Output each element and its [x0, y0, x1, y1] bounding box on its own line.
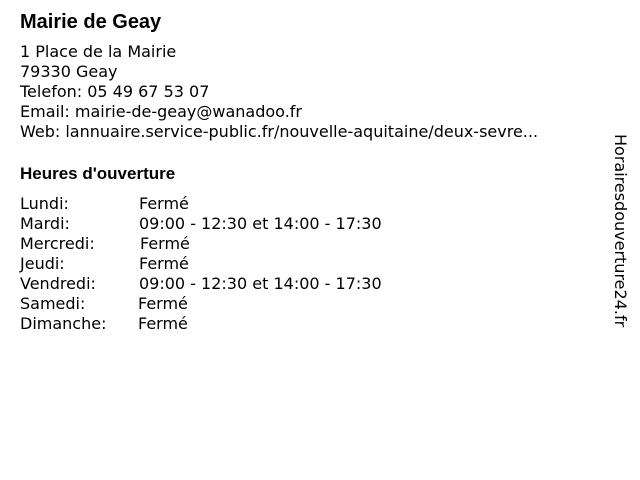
- web-link[interactable]: lannuaire.service-public.fr/nouvelle-aquitaine/deux-sevre...: [65, 122, 539, 141]
- hours-row-vendredi: [20, 274, 600, 294]
- hours-day: Lundi:: [20, 194, 69, 213]
- brand-watermark-text: Horairesdouverture24.fr: [611, 134, 630, 328]
- web-label: Web:: [20, 122, 66, 141]
- phone-number[interactable]: 05 49 67 53 07: [87, 82, 210, 101]
- hours-row-samedi: [20, 294, 600, 314]
- email-label: Email:: [20, 102, 75, 121]
- hours-row-lundi: [20, 194, 600, 214]
- email-link[interactable]: mairie-de-geay@wanadoo.fr: [74, 102, 302, 121]
- hours-day: Vendredi:: [20, 274, 96, 293]
- hours-value: 09:00 - 12:30 et 14:00 - 17:30: [139, 214, 382, 233]
- address-street: 1 Place de la Mairie: [20, 42, 177, 61]
- phone-label: Telefon:: [20, 82, 88, 101]
- hours-day: Samedi:: [20, 294, 86, 313]
- hours-table: [20, 194, 600, 334]
- email-line: [20, 102, 600, 122]
- address-city: 79330 Geay: [20, 62, 118, 81]
- hours-day: Jeudi:: [20, 254, 65, 273]
- hours-day: Mercredi:: [20, 234, 95, 253]
- hours-day: Mardi:: [20, 214, 70, 233]
- hours-row-jeudi: [20, 254, 600, 274]
- hours-day: Dimanche:: [20, 314, 107, 333]
- web-line: [20, 122, 600, 142]
- hours-heading: Heures d'ouverture: [20, 164, 176, 183]
- phone-line: [20, 82, 600, 102]
- hours-row-mardi: [20, 214, 600, 234]
- hours-value: Fermé: [139, 254, 189, 273]
- hours-value: Fermé: [138, 314, 188, 333]
- hours-value: Fermé: [140, 234, 190, 253]
- hours-row-dimanche: [20, 314, 600, 334]
- hours-value: 09:00 - 12:30 et 14:00 - 17:30: [139, 274, 382, 293]
- hours-row-mercredi: [20, 234, 600, 254]
- hours-value: Fermé: [139, 194, 189, 213]
- place-title: Mairie de Geay: [20, 11, 162, 33]
- hours-value: Fermé: [138, 294, 188, 313]
- business-card: [20, 10, 600, 334]
